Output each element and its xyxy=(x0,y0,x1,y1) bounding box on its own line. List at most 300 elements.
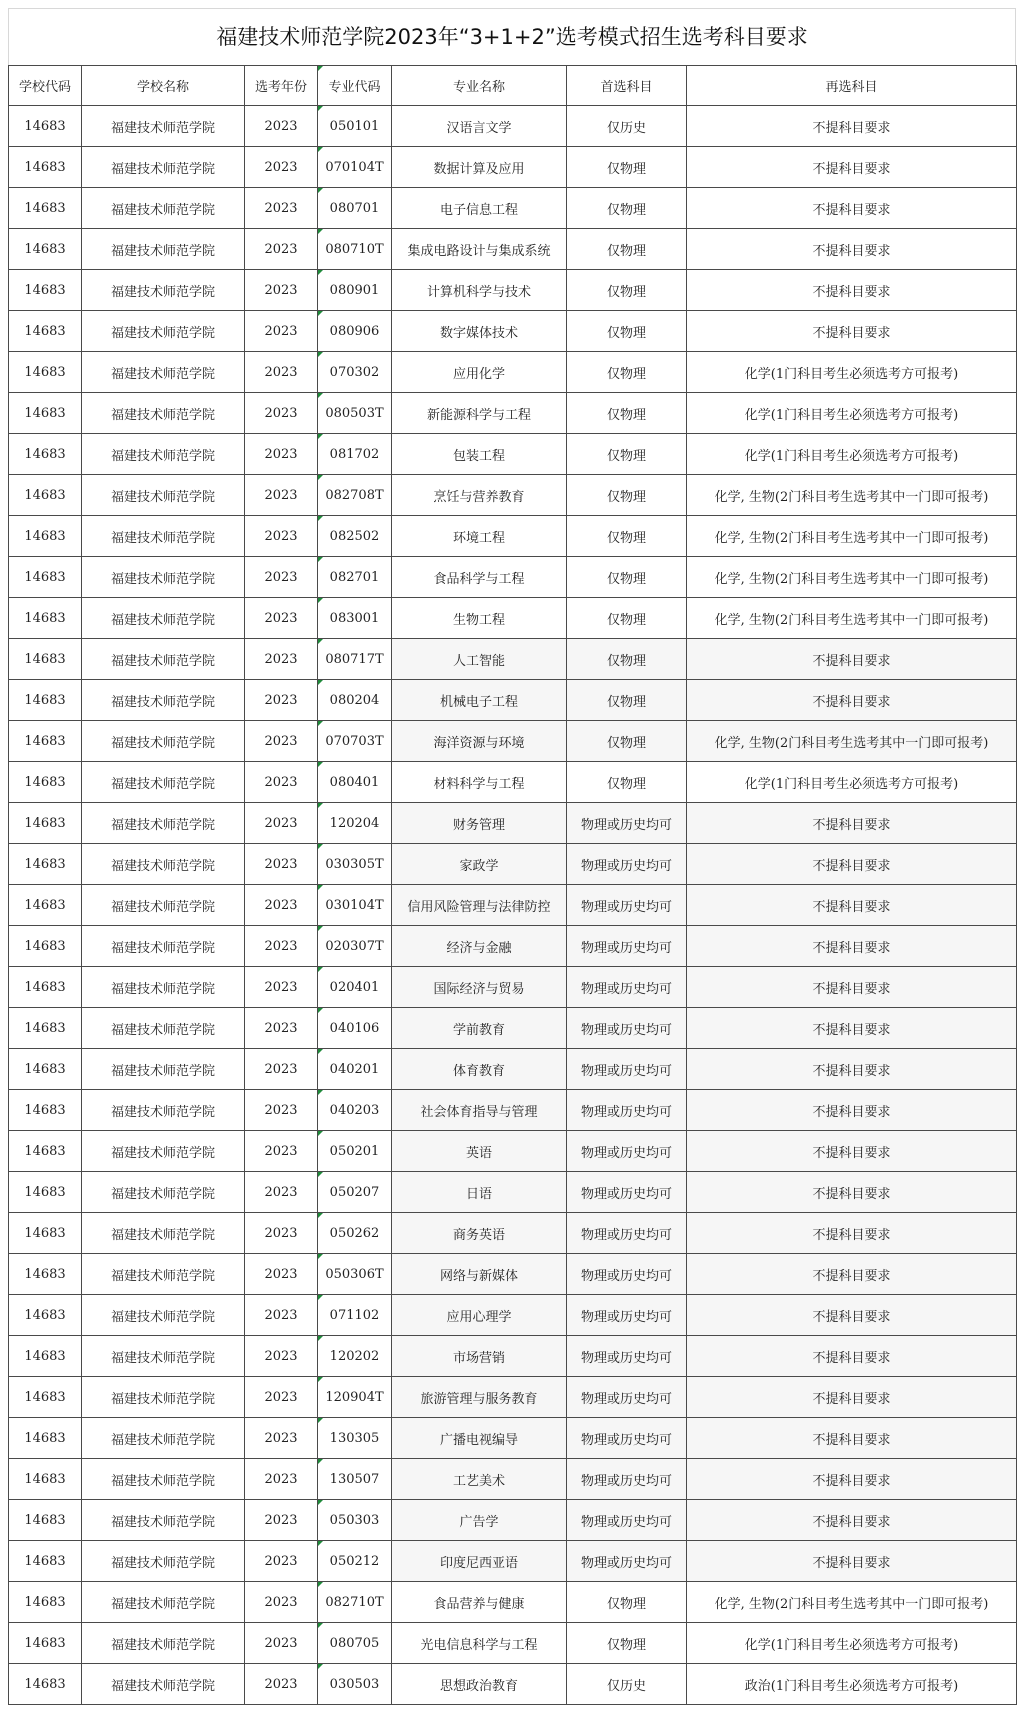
school-code-cell: 14683 xyxy=(9,270,82,311)
school-name-cell: 福建技术师范学院 xyxy=(82,270,245,311)
major-code-cell: 071102 xyxy=(318,1295,392,1336)
major-code-cell: 130305 xyxy=(318,1418,392,1459)
school-code-cell: 14683 xyxy=(9,598,82,639)
first-subject-cell: 仅物理 xyxy=(567,1582,687,1623)
table-row xyxy=(9,844,1017,885)
first-subject-cell: 仅物理 xyxy=(567,393,687,434)
second-subject-cell: 不提科目要求 xyxy=(687,1336,1017,1377)
major-code-cell: 020401 xyxy=(318,967,392,1008)
year-cell: 2023 xyxy=(245,106,318,147)
year-cell: 2023 xyxy=(245,1008,318,1049)
major-name-cell: 光电信息科学与工程 xyxy=(392,1623,567,1664)
first-subject-cell: 仅物理 xyxy=(567,311,687,352)
school-code-cell: 14683 xyxy=(9,721,82,762)
school-name-cell: 福建技术师范学院 xyxy=(82,1582,245,1623)
school-name-cell: 福建技术师范学院 xyxy=(82,434,245,475)
second-subject-cell: 不提科目要求 xyxy=(687,1459,1017,1500)
major-name-cell: 体育教育 xyxy=(392,1049,567,1090)
requirements-table xyxy=(8,65,1017,1705)
major-name-cell: 环境工程 xyxy=(392,516,567,557)
first-subject-cell: 物理或历史均可 xyxy=(567,1008,687,1049)
first-subject-cell: 物理或历史均可 xyxy=(567,1049,687,1090)
major-code-cell: 050101 xyxy=(318,106,392,147)
school-code-cell: 14683 xyxy=(9,352,82,393)
school-code-cell: 14683 xyxy=(9,557,82,598)
second-subject-cell: 不提科目要求 xyxy=(687,1172,1017,1213)
table-row xyxy=(9,229,1017,270)
school-name-cell: 福建技术师范学院 xyxy=(82,1049,245,1090)
second-subject-cell: 化学, 生物(2门科目考生选考其中一门即可报考) xyxy=(687,516,1017,557)
school-code-cell: 14683 xyxy=(9,926,82,967)
school-name-cell: 福建技术师范学院 xyxy=(82,721,245,762)
first-subject-cell: 仅物理 xyxy=(567,680,687,721)
school-name-cell: 福建技术师范学院 xyxy=(82,762,245,803)
year-cell: 2023 xyxy=(245,598,318,639)
school-code-cell: 14683 xyxy=(9,434,82,475)
table-row xyxy=(9,1213,1017,1254)
major-name-cell: 财务管理 xyxy=(392,803,567,844)
major-code-cell: 120204 xyxy=(318,803,392,844)
school-name-cell: 福建技术师范学院 xyxy=(82,1213,245,1254)
year-cell: 2023 xyxy=(245,1459,318,1500)
page-title: 福建技术师范学院2023年“3+1+2”选考模式招生选考科目要求 xyxy=(8,8,1016,65)
major-name-cell: 信用风险管理与法律防控 xyxy=(392,885,567,926)
major-name-cell: 集成电路设计与集成系统 xyxy=(392,229,567,270)
second-subject-cell: 化学(1门科目考生必须选考方可报考) xyxy=(687,434,1017,475)
year-cell: 2023 xyxy=(245,1254,318,1295)
major-code-cell: 082710T xyxy=(318,1582,392,1623)
first-subject-cell: 物理或历史均可 xyxy=(567,1541,687,1582)
header-second-subject: 再选科目 xyxy=(687,66,1017,106)
table-row xyxy=(9,1500,1017,1541)
major-name-cell: 包装工程 xyxy=(392,434,567,475)
year-cell: 2023 xyxy=(245,1049,318,1090)
year-cell: 2023 xyxy=(245,516,318,557)
school-code-cell: 14683 xyxy=(9,311,82,352)
major-name-cell: 商务英语 xyxy=(392,1213,567,1254)
school-name-cell: 福建技术师范学院 xyxy=(82,926,245,967)
major-code-cell: 030104T xyxy=(318,885,392,926)
table-row xyxy=(9,721,1017,762)
major-code-cell: 081702 xyxy=(318,434,392,475)
school-code-cell: 14683 xyxy=(9,803,82,844)
major-name-cell: 生物工程 xyxy=(392,598,567,639)
first-subject-cell: 物理或历史均可 xyxy=(567,1500,687,1541)
major-name-cell: 思想政治教育 xyxy=(392,1664,567,1705)
school-name-cell: 福建技术师范学院 xyxy=(82,1172,245,1213)
school-name-cell: 福建技术师范学院 xyxy=(82,393,245,434)
year-cell: 2023 xyxy=(245,557,318,598)
major-code-cell: 080701 xyxy=(318,188,392,229)
school-code-cell: 14683 xyxy=(9,639,82,680)
second-subject-cell: 政治(1门科目考生必须选考方可报考) xyxy=(687,1664,1017,1705)
school-code-cell: 14683 xyxy=(9,1254,82,1295)
table-row xyxy=(9,1295,1017,1336)
table-row xyxy=(9,147,1017,188)
first-subject-cell: 物理或历史均可 xyxy=(567,1213,687,1254)
school-name-cell: 福建技术师范学院 xyxy=(82,1500,245,1541)
table-row xyxy=(9,188,1017,229)
second-subject-cell: 不提科目要求 xyxy=(687,106,1017,147)
school-name-cell: 福建技术师范学院 xyxy=(82,1541,245,1582)
table-row xyxy=(9,475,1017,516)
major-code-cell: 040106 xyxy=(318,1008,392,1049)
year-cell: 2023 xyxy=(245,352,318,393)
first-subject-cell: 物理或历史均可 xyxy=(567,1172,687,1213)
school-code-cell: 14683 xyxy=(9,1008,82,1049)
header-major-code: 专业代码 xyxy=(318,66,392,106)
school-code-cell: 14683 xyxy=(9,1541,82,1582)
school-name-cell: 福建技术师范学院 xyxy=(82,352,245,393)
year-cell: 2023 xyxy=(245,1131,318,1172)
year-cell: 2023 xyxy=(245,680,318,721)
school-name-cell: 福建技术师范学院 xyxy=(82,1254,245,1295)
school-name-cell: 福建技术师范学院 xyxy=(82,1418,245,1459)
second-subject-cell: 不提科目要求 xyxy=(687,1008,1017,1049)
first-subject-cell: 仅物理 xyxy=(567,147,687,188)
school-name-cell: 福建技术师范学院 xyxy=(82,1623,245,1664)
major-name-cell: 应用心理学 xyxy=(392,1295,567,1336)
second-subject-cell: 不提科目要求 xyxy=(687,803,1017,844)
major-code-cell: 082708T xyxy=(318,475,392,516)
year-cell: 2023 xyxy=(245,1377,318,1418)
major-code-cell: 120202 xyxy=(318,1336,392,1377)
school-code-cell: 14683 xyxy=(9,1377,82,1418)
school-name-cell: 福建技术师范学院 xyxy=(82,680,245,721)
header-first-subject: 首选科目 xyxy=(567,66,687,106)
table-row xyxy=(9,1049,1017,1090)
major-code-cell: 080901 xyxy=(318,270,392,311)
second-subject-cell: 化学(1门科目考生必须选考方可报考) xyxy=(687,762,1017,803)
table-row xyxy=(9,352,1017,393)
header-row xyxy=(9,66,1017,106)
major-name-cell: 海洋资源与环境 xyxy=(392,721,567,762)
school-code-cell: 14683 xyxy=(9,844,82,885)
first-subject-cell: 物理或历史均可 xyxy=(567,803,687,844)
major-code-cell: 070104T xyxy=(318,147,392,188)
year-cell: 2023 xyxy=(245,147,318,188)
major-code-cell: 082502 xyxy=(318,516,392,557)
major-name-cell: 学前教育 xyxy=(392,1008,567,1049)
second-subject-cell: 化学(1门科目考生必须选考方可报考) xyxy=(687,352,1017,393)
first-subject-cell: 物理或历史均可 xyxy=(567,1254,687,1295)
header-major-name: 专业名称 xyxy=(392,66,567,106)
year-cell: 2023 xyxy=(245,1541,318,1582)
second-subject-cell: 不提科目要求 xyxy=(687,188,1017,229)
second-subject-cell: 不提科目要求 xyxy=(687,1131,1017,1172)
school-code-cell: 14683 xyxy=(9,967,82,1008)
second-subject-cell: 不提科目要求 xyxy=(687,1090,1017,1131)
second-subject-cell: 化学, 生物(2门科目考生选考其中一门即可报考) xyxy=(687,475,1017,516)
table-row xyxy=(9,1459,1017,1500)
major-name-cell: 计算机科学与技术 xyxy=(392,270,567,311)
year-cell: 2023 xyxy=(245,229,318,270)
school-name-cell: 福建技术师范学院 xyxy=(82,1377,245,1418)
second-subject-cell: 不提科目要求 xyxy=(687,844,1017,885)
major-code-cell: 083001 xyxy=(318,598,392,639)
school-code-cell: 14683 xyxy=(9,680,82,721)
table-row xyxy=(9,393,1017,434)
major-code-cell: 050306T xyxy=(318,1254,392,1295)
year-cell: 2023 xyxy=(245,1172,318,1213)
table-row xyxy=(9,1664,1017,1705)
school-code-cell: 14683 xyxy=(9,1049,82,1090)
header-school-code: 学校代码 xyxy=(9,66,82,106)
first-subject-cell: 物理或历史均可 xyxy=(567,885,687,926)
first-subject-cell: 物理或历史均可 xyxy=(567,1090,687,1131)
second-subject-cell: 不提科目要求 xyxy=(687,1377,1017,1418)
school-code-cell: 14683 xyxy=(9,1664,82,1705)
year-cell: 2023 xyxy=(245,1500,318,1541)
second-subject-cell: 不提科目要求 xyxy=(687,967,1017,1008)
table-row xyxy=(9,1623,1017,1664)
school-name-cell: 福建技术师范学院 xyxy=(82,311,245,352)
major-code-cell: 070302 xyxy=(318,352,392,393)
table-row xyxy=(9,967,1017,1008)
second-subject-cell: 不提科目要求 xyxy=(687,229,1017,270)
first-subject-cell: 仅物理 xyxy=(567,475,687,516)
table-row xyxy=(9,1336,1017,1377)
table-row xyxy=(9,516,1017,557)
second-subject-cell: 不提科目要求 xyxy=(687,885,1017,926)
major-name-cell: 材料科学与工程 xyxy=(392,762,567,803)
major-code-cell: 070703T xyxy=(318,721,392,762)
first-subject-cell: 仅物理 xyxy=(567,639,687,680)
major-name-cell: 数字媒体技术 xyxy=(392,311,567,352)
year-cell: 2023 xyxy=(245,1090,318,1131)
school-name-cell: 福建技术师范学院 xyxy=(82,1295,245,1336)
table-row xyxy=(9,1172,1017,1213)
year-cell: 2023 xyxy=(245,188,318,229)
school-name-cell: 福建技术师范学院 xyxy=(82,803,245,844)
table-row xyxy=(9,557,1017,598)
year-cell: 2023 xyxy=(245,1295,318,1336)
school-name-cell: 福建技术师范学院 xyxy=(82,516,245,557)
second-subject-cell: 不提科目要求 xyxy=(687,639,1017,680)
school-name-cell: 福建技术师范学院 xyxy=(82,147,245,188)
header-year: 选考年份 xyxy=(245,66,318,106)
table-row xyxy=(9,434,1017,475)
second-subject-cell: 不提科目要求 xyxy=(687,1049,1017,1090)
major-code-cell: 050262 xyxy=(318,1213,392,1254)
major-name-cell: 汉语言文学 xyxy=(392,106,567,147)
school-name-cell: 福建技术师范学院 xyxy=(82,967,245,1008)
year-cell: 2023 xyxy=(245,311,318,352)
table-row xyxy=(9,639,1017,680)
school-name-cell: 福建技术师范学院 xyxy=(82,106,245,147)
major-name-cell: 新能源科学与工程 xyxy=(392,393,567,434)
year-cell: 2023 xyxy=(245,762,318,803)
major-name-cell: 市场营销 xyxy=(392,1336,567,1377)
year-cell: 2023 xyxy=(245,1623,318,1664)
major-name-cell: 日语 xyxy=(392,1172,567,1213)
first-subject-cell: 仅物理 xyxy=(567,721,687,762)
first-subject-cell: 物理或历史均可 xyxy=(567,1377,687,1418)
first-subject-cell: 物理或历史均可 xyxy=(567,1295,687,1336)
first-subject-cell: 物理或历史均可 xyxy=(567,1131,687,1172)
year-cell: 2023 xyxy=(245,1664,318,1705)
year-cell: 2023 xyxy=(245,1582,318,1623)
major-name-cell: 印度尼西亚语 xyxy=(392,1541,567,1582)
header-school-name: 学校名称 xyxy=(82,66,245,106)
year-cell: 2023 xyxy=(245,1336,318,1377)
major-name-cell: 广告学 xyxy=(392,1500,567,1541)
table-row xyxy=(9,885,1017,926)
table-row xyxy=(9,926,1017,967)
major-name-cell: 旅游管理与服务教育 xyxy=(392,1377,567,1418)
school-code-cell: 14683 xyxy=(9,1623,82,1664)
major-code-cell: 020307T xyxy=(318,926,392,967)
second-subject-cell: 化学, 生物(2门科目考生选考其中一门即可报考) xyxy=(687,721,1017,762)
table-row xyxy=(9,1418,1017,1459)
table-row xyxy=(9,762,1017,803)
school-code-cell: 14683 xyxy=(9,762,82,803)
first-subject-cell: 仅物理 xyxy=(567,229,687,270)
second-subject-cell: 不提科目要求 xyxy=(687,311,1017,352)
second-subject-cell: 不提科目要求 xyxy=(687,1500,1017,1541)
first-subject-cell: 物理或历史均可 xyxy=(567,1459,687,1500)
table-row xyxy=(9,1131,1017,1172)
table-row xyxy=(9,1254,1017,1295)
school-name-cell: 福建技术师范学院 xyxy=(82,1459,245,1500)
first-subject-cell: 仅物理 xyxy=(567,598,687,639)
school-code-cell: 14683 xyxy=(9,106,82,147)
year-cell: 2023 xyxy=(245,1418,318,1459)
first-subject-cell: 仅物理 xyxy=(567,516,687,557)
major-name-cell: 国际经济与贸易 xyxy=(392,967,567,1008)
major-code-cell: 080717T xyxy=(318,639,392,680)
major-name-cell: 广播电视编导 xyxy=(392,1418,567,1459)
school-name-cell: 福建技术师范学院 xyxy=(82,475,245,516)
major-name-cell: 数据计算及应用 xyxy=(392,147,567,188)
school-code-cell: 14683 xyxy=(9,229,82,270)
year-cell: 2023 xyxy=(245,639,318,680)
major-name-cell: 电子信息工程 xyxy=(392,188,567,229)
first-subject-cell: 仅物理 xyxy=(567,762,687,803)
school-name-cell: 福建技术师范学院 xyxy=(82,229,245,270)
school-name-cell: 福建技术师范学院 xyxy=(82,1008,245,1049)
major-name-cell: 食品科学与工程 xyxy=(392,557,567,598)
first-subject-cell: 仅历史 xyxy=(567,1664,687,1705)
major-code-cell: 082701 xyxy=(318,557,392,598)
major-code-cell: 130507 xyxy=(318,1459,392,1500)
school-name-cell: 福建技术师范学院 xyxy=(82,188,245,229)
major-code-cell: 080705 xyxy=(318,1623,392,1664)
school-code-cell: 14683 xyxy=(9,1500,82,1541)
major-name-cell: 应用化学 xyxy=(392,352,567,393)
first-subject-cell: 物理或历史均可 xyxy=(567,1418,687,1459)
second-subject-cell: 不提科目要求 xyxy=(687,1295,1017,1336)
major-name-cell: 家政学 xyxy=(392,844,567,885)
school-name-cell: 福建技术师范学院 xyxy=(82,1664,245,1705)
second-subject-cell: 不提科目要求 xyxy=(687,270,1017,311)
major-name-cell: 食品营养与健康 xyxy=(392,1582,567,1623)
school-code-cell: 14683 xyxy=(9,1459,82,1500)
second-subject-cell: 不提科目要求 xyxy=(687,1213,1017,1254)
major-name-cell: 机械电子工程 xyxy=(392,680,567,721)
first-subject-cell: 物理或历史均可 xyxy=(567,926,687,967)
major-code-cell: 120904T xyxy=(318,1377,392,1418)
school-code-cell: 14683 xyxy=(9,885,82,926)
table-row xyxy=(9,1090,1017,1131)
school-code-cell: 14683 xyxy=(9,1336,82,1377)
first-subject-cell: 仅物理 xyxy=(567,188,687,229)
major-code-cell: 030503 xyxy=(318,1664,392,1705)
major-code-cell: 080906 xyxy=(318,311,392,352)
table-row xyxy=(9,803,1017,844)
second-subject-cell: 化学, 生物(2门科目考生选考其中一门即可报考) xyxy=(687,557,1017,598)
table-row xyxy=(9,1541,1017,1582)
school-code-cell: 14683 xyxy=(9,1131,82,1172)
school-code-cell: 14683 xyxy=(9,393,82,434)
first-subject-cell: 物理或历史均可 xyxy=(567,844,687,885)
major-code-cell: 050201 xyxy=(318,1131,392,1172)
major-code-cell: 080401 xyxy=(318,762,392,803)
major-code-cell: 040203 xyxy=(318,1090,392,1131)
first-subject-cell: 物理或历史均可 xyxy=(567,1336,687,1377)
table-row xyxy=(9,311,1017,352)
table-row xyxy=(9,680,1017,721)
year-cell: 2023 xyxy=(245,393,318,434)
school-name-cell: 福建技术师范学院 xyxy=(82,844,245,885)
year-cell: 2023 xyxy=(245,434,318,475)
second-subject-cell: 不提科目要求 xyxy=(687,147,1017,188)
second-subject-cell: 不提科目要求 xyxy=(687,1254,1017,1295)
school-name-cell: 福建技术师范学院 xyxy=(82,885,245,926)
second-subject-cell: 化学(1门科目考生必须选考方可报考) xyxy=(687,1623,1017,1664)
spreadsheet xyxy=(8,8,1016,1705)
major-name-cell: 社会体育指导与管理 xyxy=(392,1090,567,1131)
year-cell: 2023 xyxy=(245,926,318,967)
year-cell: 2023 xyxy=(245,721,318,762)
major-name-cell: 烹饪与营养教育 xyxy=(392,475,567,516)
first-subject-cell: 仅物理 xyxy=(567,270,687,311)
second-subject-cell: 不提科目要求 xyxy=(687,1541,1017,1582)
major-code-cell: 050303 xyxy=(318,1500,392,1541)
major-name-cell: 工艺美术 xyxy=(392,1459,567,1500)
major-code-cell: 050207 xyxy=(318,1172,392,1213)
first-subject-cell: 仅物理 xyxy=(567,557,687,598)
school-code-cell: 14683 xyxy=(9,188,82,229)
first-subject-cell: 仅历史 xyxy=(567,106,687,147)
school-code-cell: 14683 xyxy=(9,516,82,557)
second-subject-cell: 化学(1门科目考生必须选考方可报考) xyxy=(687,393,1017,434)
table-row xyxy=(9,270,1017,311)
major-code-cell: 030305T xyxy=(318,844,392,885)
school-code-cell: 14683 xyxy=(9,1213,82,1254)
year-cell: 2023 xyxy=(245,270,318,311)
year-cell: 2023 xyxy=(245,803,318,844)
major-code-cell: 050212 xyxy=(318,1541,392,1582)
year-cell: 2023 xyxy=(245,844,318,885)
major-code-cell: 080710T xyxy=(318,229,392,270)
second-subject-cell: 不提科目要求 xyxy=(687,926,1017,967)
second-subject-cell: 化学, 生物(2门科目考生选考其中一门即可报考) xyxy=(687,598,1017,639)
second-subject-cell: 化学, 生物(2门科目考生选考其中一门即可报考) xyxy=(687,1582,1017,1623)
school-code-cell: 14683 xyxy=(9,1582,82,1623)
major-code-cell: 080503T xyxy=(318,393,392,434)
table-row xyxy=(9,1377,1017,1418)
first-subject-cell: 仅物理 xyxy=(567,434,687,475)
school-code-cell: 14683 xyxy=(9,1090,82,1131)
school-name-cell: 福建技术师范学院 xyxy=(82,598,245,639)
major-name-cell: 英语 xyxy=(392,1131,567,1172)
first-subject-cell: 仅物理 xyxy=(567,352,687,393)
major-name-cell: 经济与金融 xyxy=(392,926,567,967)
school-name-cell: 福建技术师范学院 xyxy=(82,557,245,598)
second-subject-cell: 不提科目要求 xyxy=(687,1418,1017,1459)
school-code-cell: 14683 xyxy=(9,147,82,188)
